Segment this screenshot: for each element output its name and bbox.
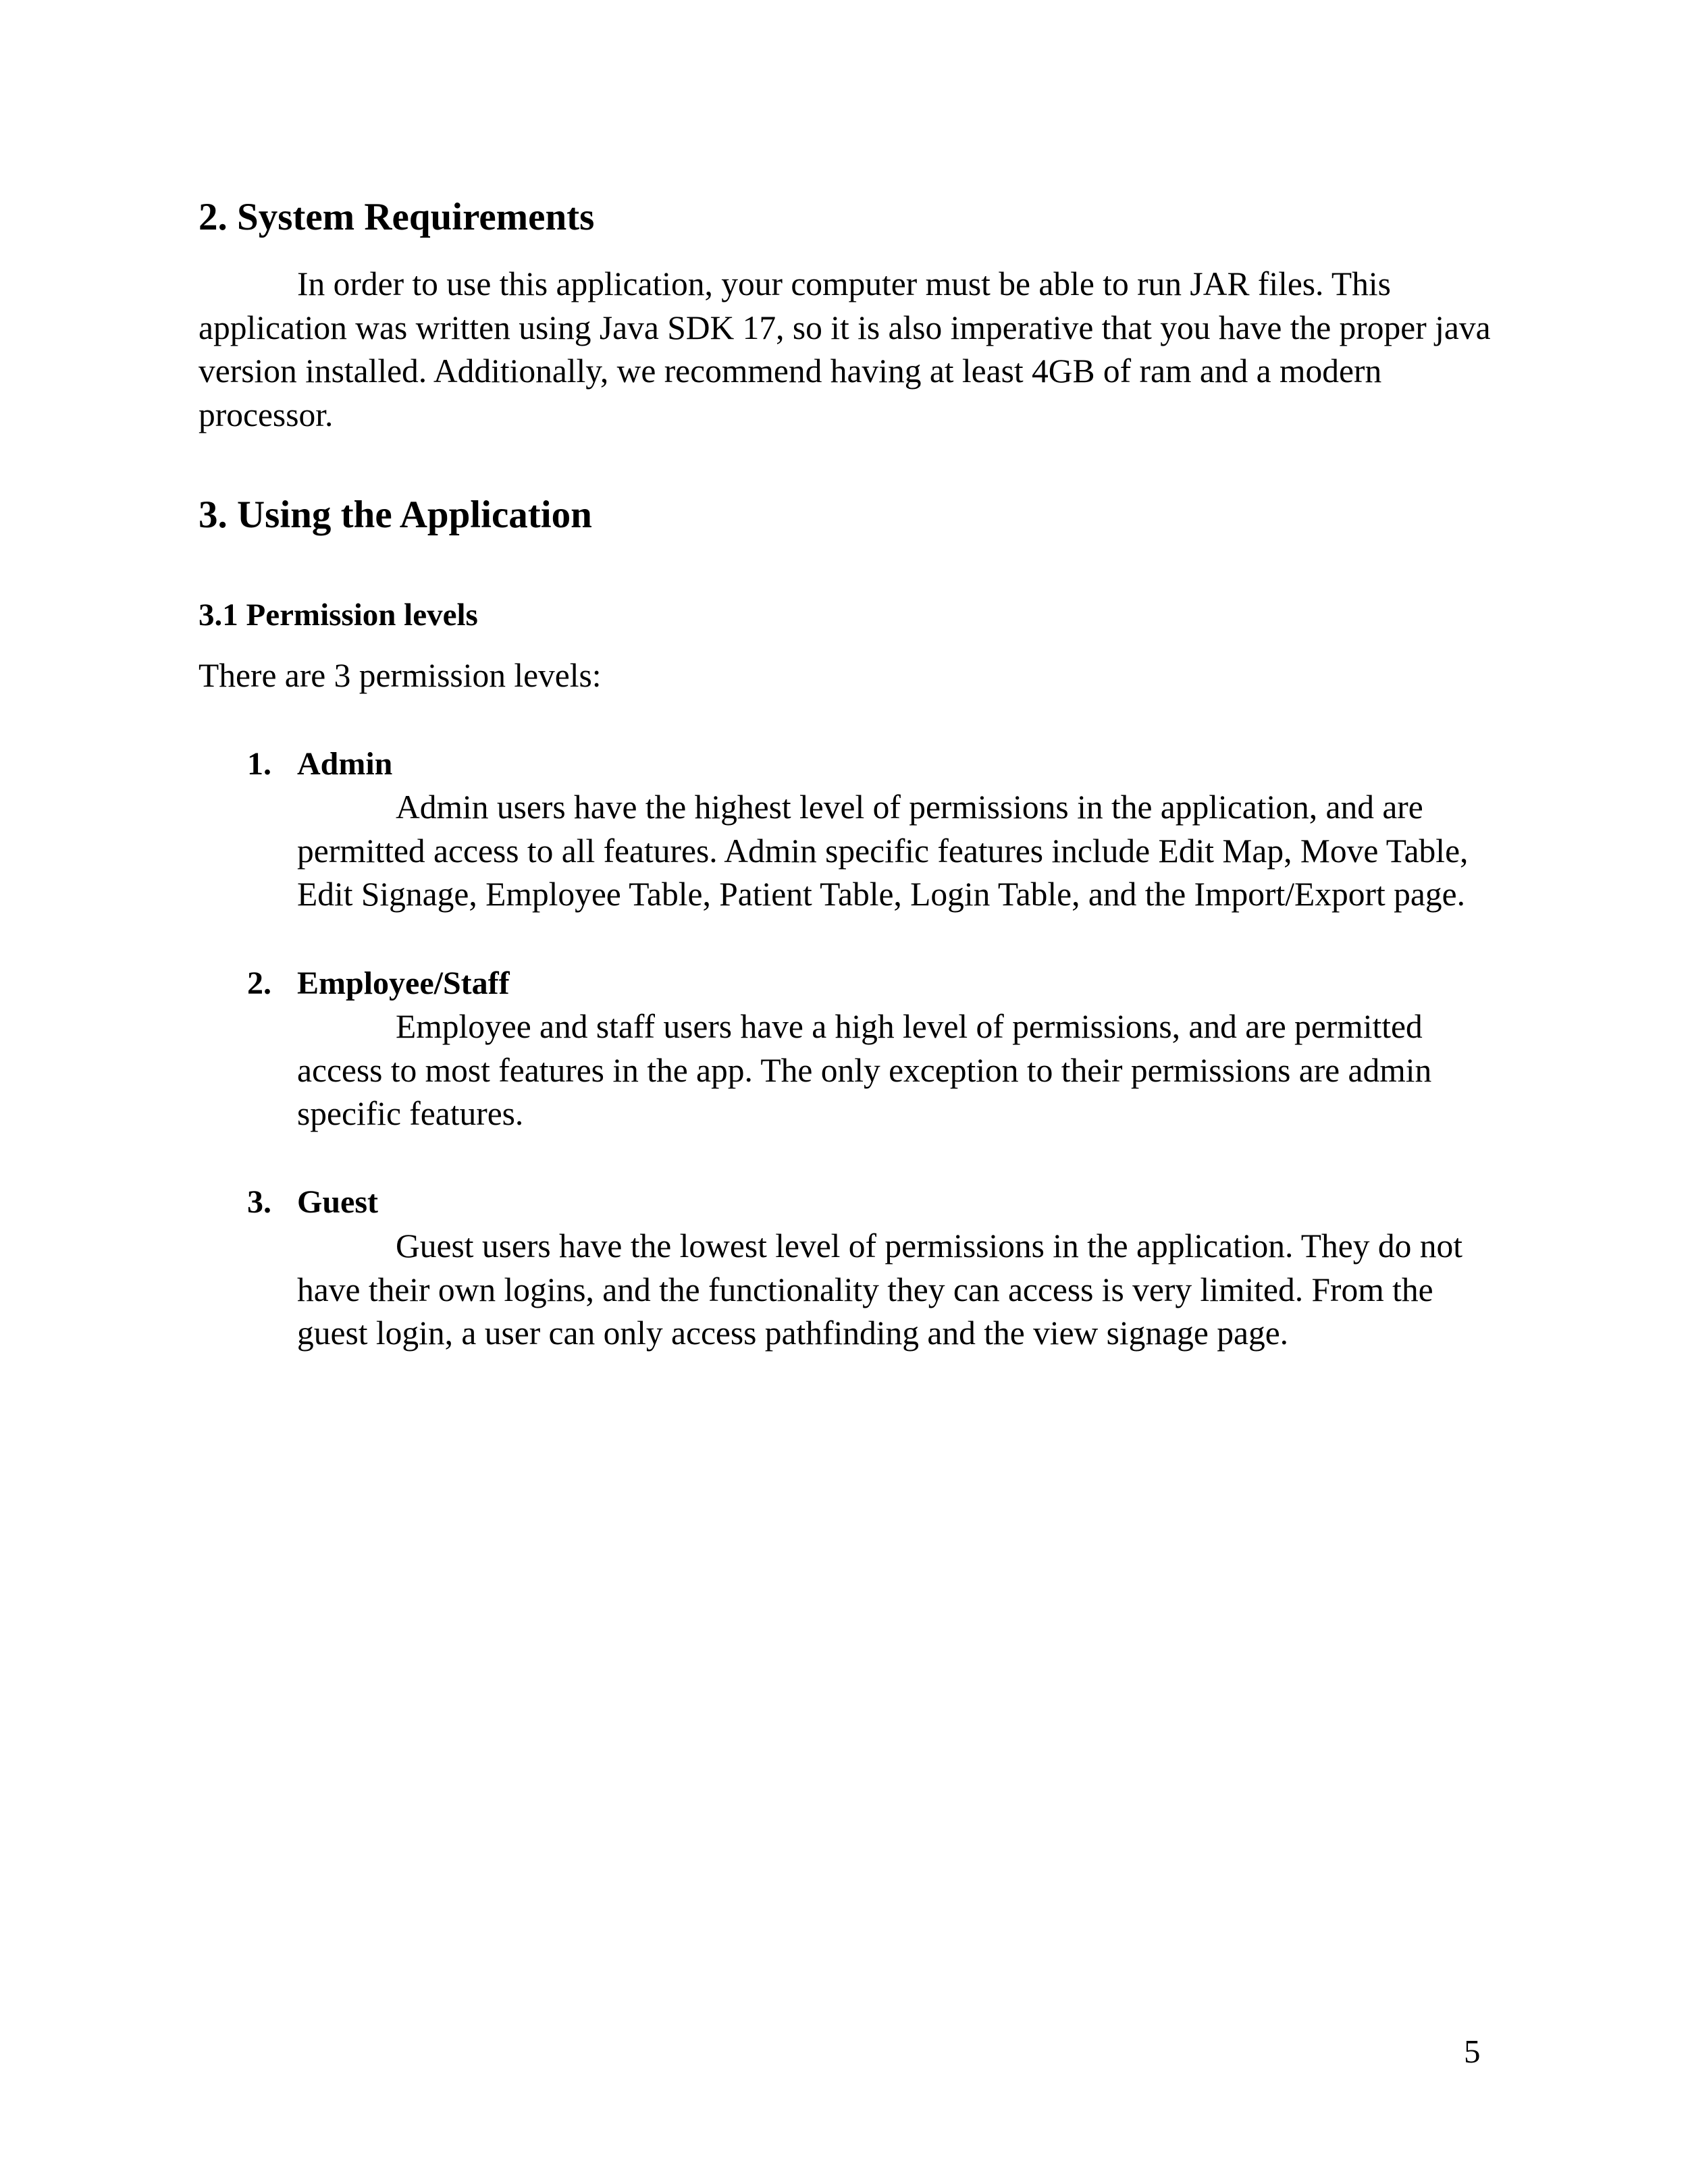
section-heading-using-application: 3. Using the Application	[199, 494, 592, 536]
admin-description	[297, 786, 1468, 917]
paragraph-line: application was written using Java SDK 17, so it is also imperative that you have the proper java	[199, 309, 1491, 346]
paragraph-line: In order to use this application, your computer must be able to run JAR files. This	[297, 265, 1391, 302]
paragraph-line: Employee and staff users have a high level of permissions, and are permitted	[396, 1008, 1423, 1045]
paragraph-line: have their own logins, and the functionality they can access is very limited. From the	[297, 1271, 1433, 1308]
paragraph-line: processor.	[199, 396, 334, 433]
section-heading-system-requirements: 2. System Requirements	[199, 196, 595, 238]
list-item-title: Employee/Staff	[297, 965, 510, 1001]
list-item-title: Guest	[297, 1184, 378, 1220]
paragraph-line: Edit Signage, Employee Table, Patient Table, Login Table, and the Import/Export page.	[297, 876, 1465, 913]
list-item-title: Admin	[297, 746, 393, 782]
paragraph-line: Guest users have the lowest level of permissions in the application. They do not	[396, 1227, 1463, 1264]
system-requirements-paragraph	[199, 263, 1491, 437]
paragraph-line: guest login, a user can only access pathfinding and the view signage page.	[297, 1314, 1289, 1352]
paragraph-line: Admin users have the highest level of permissions in the application, and are	[396, 789, 1423, 826]
permission-levels-intro: There are 3 permission levels:	[199, 657, 602, 694]
employee-staff-description	[297, 1005, 1431, 1136]
list-number: 2.	[247, 965, 271, 1001]
paragraph-line: permitted access to all features. Admin specific features include Edit Map, Move Table,	[297, 832, 1469, 870]
guest-description	[297, 1225, 1462, 1356]
list-number: 1.	[247, 746, 271, 782]
paragraph-line: specific features.	[297, 1095, 524, 1132]
paragraph-line: access to most features in the app. The only exception to their permissions are admin	[297, 1051, 1432, 1089]
paragraph-line: version installed. Additionally, we recommend having at least 4GB of ram and a modern	[199, 352, 1382, 390]
list-number: 3.	[247, 1184, 271, 1220]
subsection-heading-permission-levels: 3.1 Permission levels	[199, 597, 478, 633]
page-number: 5	[1464, 2033, 1481, 2070]
